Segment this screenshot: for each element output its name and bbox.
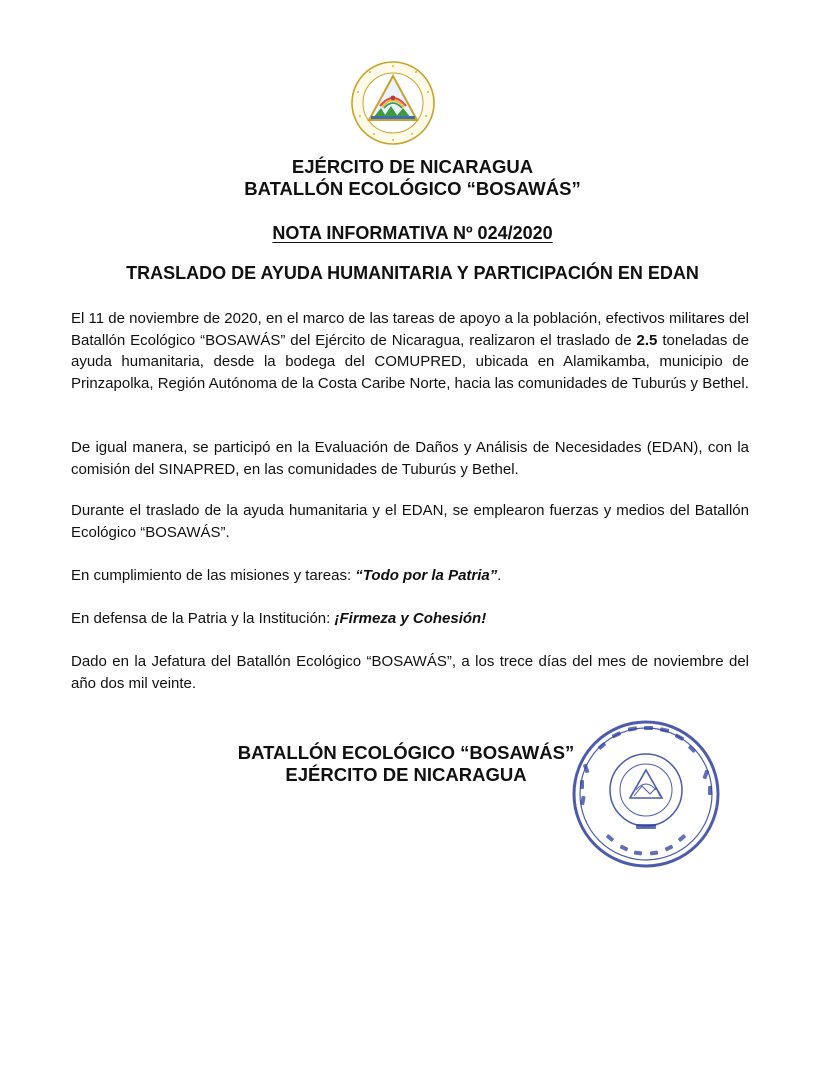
paragraph-4-text: En cumplimiento de las misiones y tareas: xyxy=(71,567,356,584)
paragraph-5-text: En defensa de la Patria y la Institución: xyxy=(71,610,335,627)
paragraph-1-text-b: toneladas de ayuda humanitaria, desde la bodega del COMUPRED, ubicada en Alamikamba, municipio de Prinzapolka, Región Autónoma de la Costa Caribe Norte, hacia las comunidades de Tuburús y Bethel. xyxy=(71,331,749,392)
note-number-title: NOTA INFORMATIVA Nº 024/2020 xyxy=(272,223,553,243)
tonnage-value: 2.5 xyxy=(636,331,658,349)
paragraph-4-end: . xyxy=(497,567,502,584)
paragraph-2: De igual manera, se participó en la Evaluación de Daños y Análisis de Necesidades (EDAN), con la comisión del SINAPRED, en las comunidades de Tuburús y Bethel. xyxy=(71,439,749,478)
paragraph-4 xyxy=(71,565,749,587)
signature-army: EJÉRCITO DE NICARAGUA xyxy=(285,764,527,785)
motto-firmeza-y-cohesion: ¡Firmeza y Cohesión! xyxy=(334,610,487,627)
note-subject: TRASLADO DE AYUDA HUMANITARIA Y PARTICIPACIÓN EN EDAN xyxy=(126,263,699,283)
paragraph-1 xyxy=(71,308,749,394)
nicaragua-coat-of-arms-icon xyxy=(350,60,436,146)
paragraph-1-text-a: El 11 de noviembre de 2020, en el marco de las tareas de apoyo a la población, efectivos militares del Batallón Ecológico “BOSAWÁS” del Ejército de Nicaragua, realizaron el traslado de xyxy=(71,310,749,349)
paragraph-3: Durante el traslado de la ayuda humanitaria y el EDAN, se emplearon fuerzas y medios del Batallón Ecológico “BOSAWÁS”. xyxy=(71,502,749,541)
paragraph-6: Dado en la Jefatura del Batallón Ecológico “BOSAWÁS”, a los trece días del mes de noviembre del año dos mil veinte. xyxy=(71,653,749,692)
official-stamp-icon xyxy=(570,718,722,870)
header-army-name: EJÉRCITO DE NICARAGUA xyxy=(291,156,534,177)
motto-todo-por-la-patria: “Todo por la Patria” xyxy=(355,567,498,584)
paragraph-5 xyxy=(71,608,749,630)
signature-battalion: BATALLÓN ECOLÓGICO “BOSAWÁS” xyxy=(237,742,575,763)
header-battalion-name: BATALLÓN ECOLÓGICO “BOSAWÁS” xyxy=(244,178,581,199)
